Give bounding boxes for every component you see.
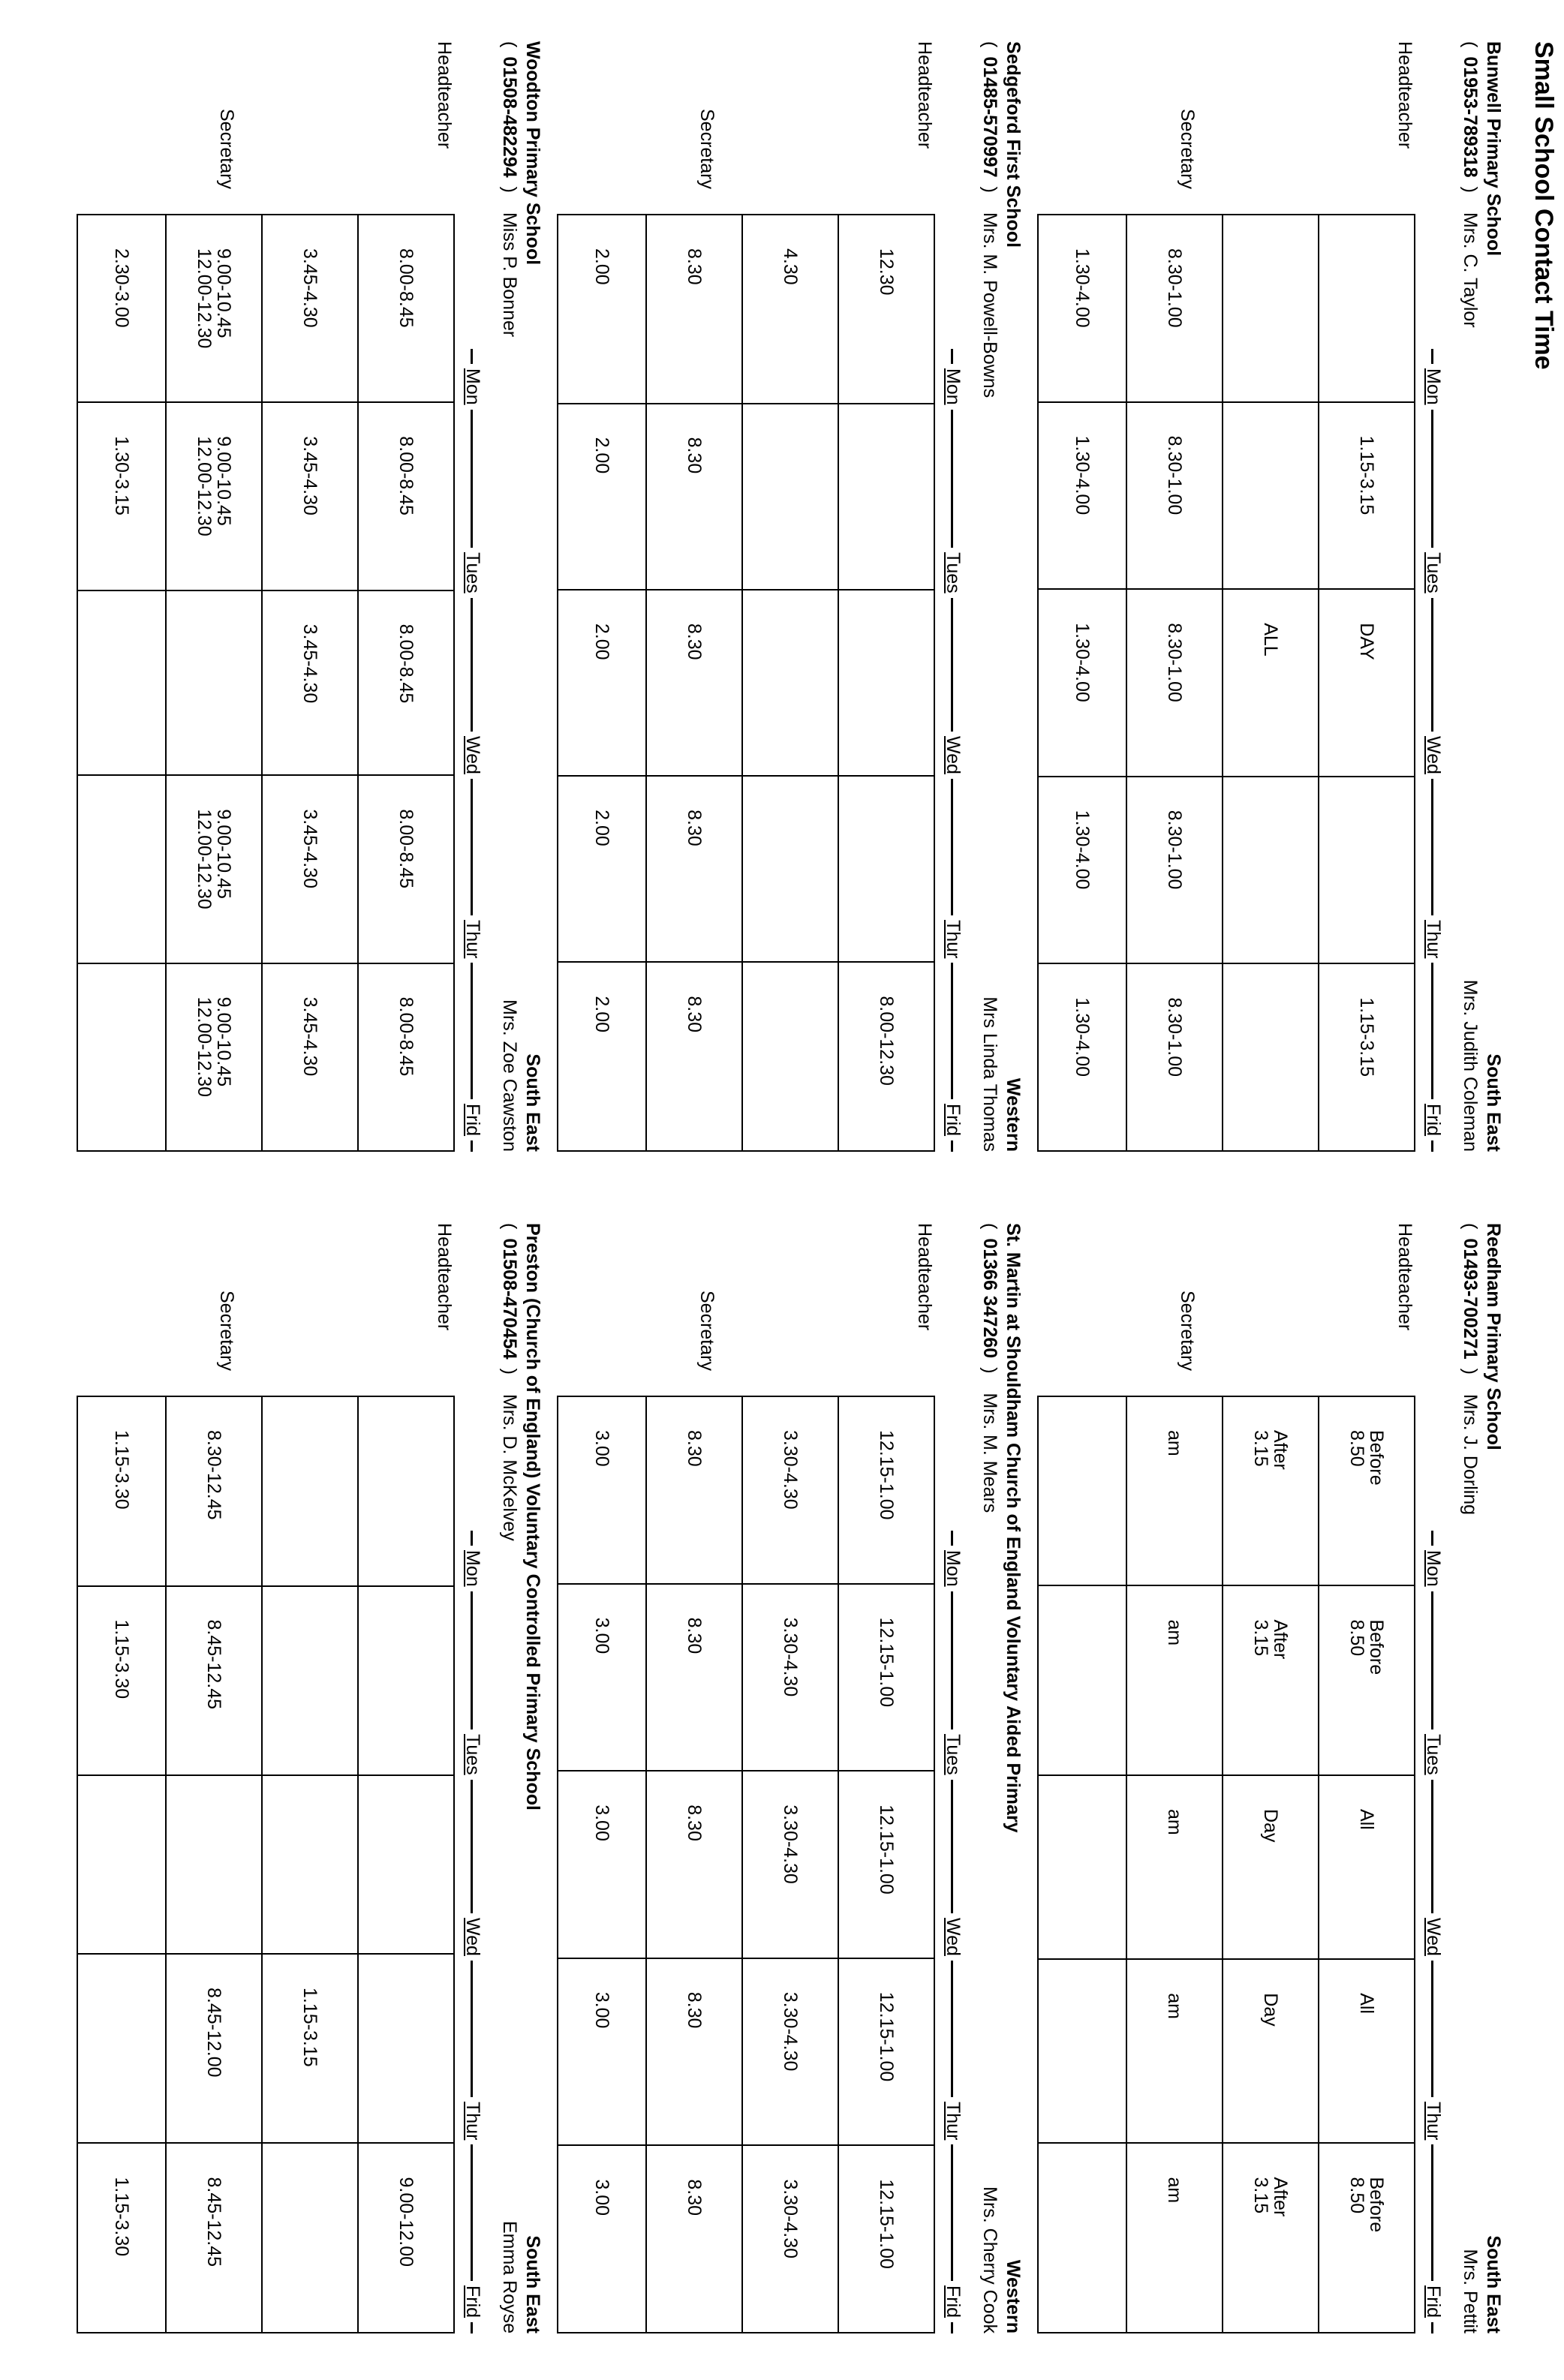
phone-number: 01485-570997 <box>979 56 1000 178</box>
time-cell <box>262 1775 358 1954</box>
time-cell: Before 8.50 <box>1319 2143 1415 2333</box>
time-cell: 1.30-4.00 <box>1038 963 1126 1151</box>
phone-line <box>1459 1223 1481 1515</box>
time-cell: 1.15-3.30 <box>77 1586 166 1776</box>
time-cell: 2.00 <box>558 404 646 590</box>
time-cell: 12.15-1.00 <box>838 2145 934 2333</box>
time-cell: am <box>1126 1959 1223 2143</box>
timetable-grid <box>557 214 935 1152</box>
school-name: Woodton Primary School <box>522 41 543 266</box>
time-cell <box>1319 215 1415 402</box>
day-header: Tues <box>942 1729 964 1780</box>
school-header <box>935 41 1024 1152</box>
phone-open-paren: ( <box>1460 41 1481 48</box>
day-header: Mon <box>942 364 964 410</box>
contact-secondary: Mrs. Judith Coleman <box>1460 979 1481 1152</box>
row-label-headteacher: Headteacher <box>914 1223 935 1331</box>
time-cell: 3.00 <box>558 1584 646 1771</box>
phone-close-paren: ) <box>499 1368 520 1375</box>
time-cell <box>358 1775 454 1954</box>
phone-line <box>979 41 1000 398</box>
contact-name: Mrs. J. Dorling <box>1460 1393 1481 1516</box>
day-header: Tues <box>1422 548 1444 598</box>
contact-name: Mrs. C. Taylor <box>1460 212 1481 328</box>
row-label-headteacher: Headteacher <box>434 1223 455 1331</box>
school-name: Reedham Primary School <box>1483 1223 1504 1450</box>
table-row <box>838 1396 934 2333</box>
timetable <box>1039 41 1415 1152</box>
row-label-secretary: Secretary <box>216 1291 237 1371</box>
row-label-secretary: Secretary <box>696 1291 717 1371</box>
time-cell: All <box>1319 1775 1415 1959</box>
row-label-secretary: Secretary <box>696 109 717 189</box>
page-title: Small School Contact Time <box>1529 41 1558 370</box>
time-cell: 3.30-4.30 <box>742 2145 838 2333</box>
time-cell: 8.30 <box>646 2145 742 2333</box>
time-cell <box>1223 777 1319 964</box>
time-cell: 8.30 <box>646 962 742 1151</box>
phone-open-paren: ( <box>499 41 520 48</box>
time-cell: 12.15-1.00 <box>838 1584 934 1771</box>
school-block <box>78 1223 543 2333</box>
time-cell <box>742 404 838 590</box>
table-row <box>1038 215 1126 1151</box>
timetable <box>78 1223 455 2333</box>
time-cell: After 3.15 <box>1223 2143 1319 2333</box>
time-cell: 8.00-8.45 <box>358 402 454 590</box>
time-cell: 8.45-12.45 <box>166 2143 262 2333</box>
school-header <box>935 1223 1024 2333</box>
day-header: Tues <box>462 548 483 598</box>
school-header <box>455 41 543 1152</box>
time-cell: am <box>1126 1396 1223 1585</box>
time-cell: After 3.15 <box>1223 1396 1319 1585</box>
phone-number: 01366 347260 <box>979 1238 1000 1359</box>
time-cell: 8.30 <box>646 1584 742 1771</box>
time-cell <box>166 590 262 776</box>
phone-open-paren: ( <box>979 41 1000 48</box>
time-cell: 3.00 <box>558 2145 646 2333</box>
table-row <box>1126 215 1223 1151</box>
contact-secondary: Mrs. Zoe Cawston <box>499 999 520 1152</box>
timetable <box>558 41 935 1152</box>
time-cell <box>262 1586 358 1776</box>
phone-number: 01508-470454 <box>499 1238 520 1360</box>
school-name: Sedgeford First School <box>1003 41 1024 248</box>
day-header: Tues <box>1422 1729 1444 1780</box>
row-label-headteacher: Headteacher <box>1394 1223 1415 1331</box>
school-block <box>558 41 1024 1152</box>
time-cell: 3.45-4.30 <box>262 775 358 963</box>
contact-secondary: Mrs. Pettit <box>1460 2249 1481 2333</box>
contact-secondary: Mrs. Cherry Cook <box>979 2186 1000 2333</box>
contact-secondary: Mrs Linda Thomas <box>979 996 1000 1152</box>
contact-name: Mrs. M. Mears <box>979 1393 1000 1513</box>
time-cell: 8.30-1.00 <box>1126 402 1223 590</box>
phone-open-paren: ( <box>499 1223 520 1230</box>
time-cell <box>77 775 166 963</box>
day-header: Wed <box>462 1913 483 1961</box>
time-cell: 2.30-3.00 <box>77 215 166 402</box>
time-cell: 2.00 <box>558 215 646 404</box>
table-row <box>558 1396 646 2333</box>
time-cell: 3.00 <box>558 1958 646 2146</box>
phone-close-paren: ) <box>979 186 1000 193</box>
table-row <box>838 215 934 1151</box>
time-cell: Before 8.50 <box>1319 1396 1415 1585</box>
time-cell: 8.30 <box>646 1396 742 1584</box>
time-cell <box>358 1396 454 1586</box>
table-row <box>646 1396 742 2333</box>
time-cell: 12.30 <box>838 215 934 404</box>
time-cell: 1.15-3.30 <box>77 1396 166 1586</box>
time-cell <box>742 590 838 776</box>
table-row <box>742 1396 838 2333</box>
row-label-secretary: Secretary <box>1177 1291 1198 1371</box>
time-cell: Day <box>1223 1959 1319 2143</box>
time-cell: am <box>1126 1585 1223 1774</box>
day-header: Wed <box>942 1913 964 1961</box>
day-header: Thur <box>1422 915 1444 963</box>
school-header <box>1415 41 1504 1152</box>
row-label-headteacher: Headteacher <box>914 41 935 149</box>
school-block <box>558 1223 1024 2333</box>
table-row <box>166 1396 262 2333</box>
time-cell: Before 8.50 <box>1319 1585 1415 1774</box>
timetable <box>78 41 455 1152</box>
time-cell <box>262 1396 358 1586</box>
timetable <box>1039 1223 1415 2333</box>
phone-number: 01953-789318 <box>1460 56 1481 178</box>
phone-close-paren: ) <box>1460 1368 1481 1375</box>
time-cell: 9.00-10.45 12.00-12.30 <box>166 775 262 963</box>
time-cell: 3.45-4.30 <box>262 402 358 590</box>
row-label-headteacher: Headteacher <box>434 41 455 149</box>
day-header: Thur <box>462 2097 483 2144</box>
table-row <box>742 215 838 1151</box>
phone-number: 01508-482294 <box>499 56 520 178</box>
time-cell <box>358 1954 454 2144</box>
time-cell: 1.30-4.00 <box>1038 777 1126 964</box>
row-label-secretary: Secretary <box>216 109 237 189</box>
time-cell: am <box>1126 2143 1223 2333</box>
time-cell: 8.30-1.00 <box>1126 777 1223 964</box>
time-cell <box>1223 215 1319 402</box>
time-cell: 12.15-1.00 <box>838 1771 934 1958</box>
school-block <box>1039 1223 1504 2333</box>
time-cell <box>1038 1585 1126 1774</box>
contact-name: Miss P. Bonner <box>499 212 520 338</box>
school-region: South East <box>522 1053 543 1152</box>
time-cell: 8.30 <box>646 1958 742 2146</box>
school-header <box>1415 1223 1504 2333</box>
time-cell: 3.00 <box>558 1396 646 1584</box>
timetable-grid <box>77 214 455 1152</box>
time-cell: 3.30-4.30 <box>742 1771 838 1958</box>
time-cell <box>77 1954 166 2144</box>
table-row <box>1319 215 1415 1151</box>
school-block <box>78 41 543 1152</box>
phone-line <box>498 1223 520 1541</box>
time-cell: Day <box>1223 1775 1319 1959</box>
time-cell: 8.30-1.00 <box>1126 963 1223 1151</box>
time-cell: 1.30-4.00 <box>1038 215 1126 402</box>
time-cell <box>742 962 838 1151</box>
time-cell: 12.15-1.00 <box>838 1396 934 1584</box>
table-row <box>1223 1396 1319 2333</box>
time-cell: 3.45-4.30 <box>262 590 358 776</box>
time-cell: 2.00 <box>558 962 646 1151</box>
table-row <box>77 1396 166 2333</box>
time-cell <box>742 776 838 962</box>
time-cell: 8.30 <box>646 404 742 590</box>
day-header: Frid <box>462 1099 483 1140</box>
time-cell: 8.30 <box>646 1771 742 1958</box>
time-cell <box>77 590 166 776</box>
day-header: Frid <box>1422 2281 1444 2322</box>
time-cell: 1.30-4.00 <box>1038 402 1126 590</box>
phone-line <box>979 1223 1000 1513</box>
day-header: Mon <box>942 1546 964 1591</box>
time-cell: 1.15-3.15 <box>1319 963 1415 1151</box>
time-cell: 3.30-4.30 <box>742 1958 838 2146</box>
time-cell <box>838 404 934 590</box>
time-cell: 8.30 <box>646 590 742 776</box>
day-header: Tues <box>462 1729 483 1780</box>
time-cell <box>1319 777 1415 964</box>
day-header: Frid <box>462 2281 483 2322</box>
time-cell <box>1223 402 1319 590</box>
school-region: South East <box>1483 2235 1504 2333</box>
day-header: Thur <box>942 915 964 963</box>
day-header: Frid <box>942 2281 964 2322</box>
timetable-grid <box>557 1396 935 2333</box>
phone-close-paren: ) <box>499 186 520 193</box>
time-cell: 3.45-4.30 <box>262 963 358 1151</box>
phone-open-paren: ( <box>979 1223 1000 1230</box>
time-cell: 2.00 <box>558 590 646 776</box>
table-row <box>166 215 262 1151</box>
time-cell: 1.30-3.15 <box>77 402 166 590</box>
time-cell: 9.00-10.45 12.00-12.30 <box>166 402 262 590</box>
time-cell: 8.30-1.00 <box>1126 589 1223 777</box>
time-cell: 9.00-10.45 12.00-12.30 <box>166 963 262 1151</box>
day-header: Wed <box>462 732 483 779</box>
day-header: Mon <box>1422 364 1444 410</box>
time-cell: 8.30-12.45 <box>166 1396 262 1586</box>
time-cell: All <box>1319 1959 1415 2143</box>
school-name: Bunwell Primary School <box>1483 41 1504 257</box>
table-row <box>558 215 646 1151</box>
time-cell: 3.30-4.30 <box>742 1584 838 1771</box>
time-cell: 12.15-1.00 <box>838 1958 934 2146</box>
time-cell: 4.30 <box>742 215 838 404</box>
time-cell <box>1223 963 1319 1151</box>
time-cell: 3.45-4.30 <box>262 215 358 402</box>
phone-close-paren: ) <box>979 1367 1000 1374</box>
time-cell: 3.30-4.30 <box>742 1396 838 1584</box>
time-cell: 8.00-8.45 <box>358 775 454 963</box>
day-header: Wed <box>1422 732 1444 779</box>
school-region: South East <box>522 2235 543 2333</box>
time-cell: 8.00-12.30 <box>838 962 934 1151</box>
time-cell <box>166 1775 262 1954</box>
timetable-grid <box>1037 214 1415 1152</box>
day-header: Mon <box>462 1546 483 1591</box>
phone-open-paren: ( <box>1460 1223 1481 1230</box>
time-cell <box>1038 2143 1126 2333</box>
school-region: Western <box>1003 1077 1024 1152</box>
time-cell: ALL <box>1223 589 1319 777</box>
time-cell: DAY <box>1319 589 1415 777</box>
time-cell: 1.15-3.30 <box>77 2143 166 2333</box>
table-row <box>262 1396 358 2333</box>
phone-line <box>1459 41 1481 328</box>
timetable-grid <box>1037 1396 1415 2333</box>
contact-name: Mrs. D. McKelvey <box>499 1393 520 1541</box>
table-row <box>1126 1396 1223 2333</box>
time-cell <box>1038 1959 1126 2143</box>
time-cell <box>77 963 166 1151</box>
school-name: Preston (Church of England) Voluntary Controlled Primary School <box>522 1223 543 1811</box>
timetable <box>558 1223 935 2333</box>
time-cell: 1.30-4.00 <box>1038 589 1126 777</box>
time-cell: 3.00 <box>558 1771 646 1958</box>
day-header: Thur <box>1422 2097 1444 2144</box>
day-header: Frid <box>1422 1099 1444 1140</box>
time-cell: 1.15-3.15 <box>1319 402 1415 590</box>
time-cell: 9.00-12.00 <box>358 2143 454 2333</box>
row-label-secretary: Secretary <box>1177 109 1198 189</box>
time-cell <box>1038 1396 1126 1585</box>
time-cell: 8.30 <box>646 776 742 962</box>
table-row <box>1038 1396 1126 2333</box>
day-header: Mon <box>1422 1546 1444 1591</box>
contact-name: Mrs. M. Powell-Bowns <box>979 212 1000 398</box>
table-row <box>1319 1396 1415 2333</box>
table-row <box>1223 215 1319 1151</box>
school-block <box>1039 41 1504 1152</box>
time-cell: 8.45-12.45 <box>166 1586 262 1776</box>
time-cell <box>838 590 934 776</box>
phone-number: 01493-700271 <box>1460 1238 1481 1360</box>
phone-line <box>498 41 520 337</box>
time-cell: am <box>1126 1775 1223 1959</box>
time-cell <box>77 1775 166 1954</box>
time-cell: 1.15-3.15 <box>262 1954 358 2144</box>
time-cell: After 3.15 <box>1223 1585 1319 1774</box>
phone-close-paren: ) <box>1460 186 1481 193</box>
time-cell: 8.00-8.45 <box>358 590 454 776</box>
timetable-grid <box>77 1396 455 2333</box>
time-cell: 8.00-8.45 <box>358 963 454 1151</box>
table-row <box>646 215 742 1151</box>
contact-secondary: Emma Royse <box>499 2220 520 2333</box>
time-cell: 8.00-8.45 <box>358 215 454 402</box>
day-header: Tues <box>942 548 964 598</box>
time-cell: 9.00-10.45 12.00-12.30 <box>166 215 262 402</box>
table-row <box>77 215 166 1151</box>
table-row <box>358 215 454 1151</box>
school-region: South East <box>1483 1053 1504 1152</box>
day-header: Thur <box>462 915 483 963</box>
day-header: Wed <box>942 732 964 779</box>
row-label-headteacher: Headteacher <box>1394 41 1415 149</box>
time-cell <box>262 2143 358 2333</box>
school-header <box>455 1223 543 2333</box>
time-cell: 8.30 <box>646 215 742 404</box>
day-header: Mon <box>462 364 483 410</box>
table-row <box>262 215 358 1151</box>
time-cell <box>1038 1775 1126 1959</box>
day-header: Frid <box>942 1099 964 1140</box>
time-cell <box>838 776 934 962</box>
time-cell <box>358 1586 454 1776</box>
time-cell: 8.45-12.00 <box>166 1954 262 2144</box>
day-header: Wed <box>1422 1913 1444 1961</box>
time-cell: 8.30-1.00 <box>1126 215 1223 402</box>
time-cell: 2.00 <box>558 776 646 962</box>
school-name: St. Martin at Shouldham Church of England Voluntary Aided Primary <box>1003 1223 1024 1833</box>
school-region: Western <box>1003 2259 1024 2333</box>
table-row <box>358 1396 454 2333</box>
day-header: Thur <box>942 2097 964 2144</box>
